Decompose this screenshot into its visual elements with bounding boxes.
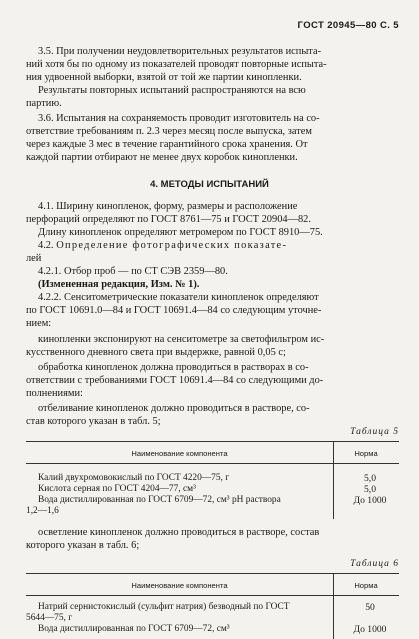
text-line: которого указан в табл. 6; [26,540,140,551]
text-line: 4.2.1. Отбор проб — по СТ СЭВ 2359—80. [38,266,228,277]
table-cell: Вода дистиллированная по ГОСТ 6709—72, см³ рН раствора [38,495,281,505]
text-line: через каждые 3 мес в течение гарантийного срока хранения. От [26,139,308,150]
text-line: ответствии с требованиями ГОСТ 10691.4—84 со следующими до- [26,375,324,386]
table-cell: 5,0 [364,473,376,484]
text-line: каждой партии отбирают не менее двух коробок кинопленки. [26,152,298,163]
table-rule [26,441,399,442]
table-divider [333,463,334,519]
text-line: ний хотя бы по одному из показателей проводят повторные испыта- [26,59,327,70]
table-caption: Таблица 5 [350,427,399,437]
text-line: 4.2. Определение фотографических показате- [38,240,288,251]
text-line: 3.6. Испытания на сохраняемость проводит изготовитель на со- [38,113,320,124]
column-header: Норма [354,581,378,590]
column-header: Наименование компонента [131,449,228,458]
text-line: кинопленки экспонируют на сенситометре за светофильтром ис- [38,334,325,345]
table-rule [26,463,399,464]
table-rule [26,573,399,574]
text-line: 4.1. Ширину кинопленок, форму, размеры и расположение [38,201,298,212]
text-line: кусственного дневного света при выдержке, равной 0,05 с; [26,347,286,358]
text-line: перфораций определяют по ГОСТ 8761—75 и ГОСТ 20904—82. [26,214,311,225]
amendment-note: (Измененная редакция, Изм. № 1). [38,279,200,290]
table-cell: 5644—75, г [26,613,73,623]
text-line: партию. [26,98,62,109]
text-line: став которого указан в табл. 5; [26,416,161,427]
section-title: 4. МЕТОДЫ ИСПЫТАНИЙ [150,179,269,190]
table-cell: Вода дистиллированная по ГОСТ 6709—72, см³ [38,624,230,634]
table-cell: До 1000 [353,624,387,635]
table-cell: До 1000 [353,495,387,506]
text-line: полнениями: [26,388,83,399]
table-cell: Кислота серная по ГОСТ 4204—77, см³ [38,484,196,494]
text-line: ния удвоенной выборки, взятой от той же партии кинопленки. [26,72,302,83]
column-header: Наименование компонента [131,581,228,590]
table-caption: Таблица 6 [350,559,399,569]
text-line: 4.2.2. Сенситометрические показатели кинопленок определяют [38,292,319,303]
text-line: обработка кинопленок должна проводиться в растворах в со- [38,362,309,373]
table-cell: 1,2—1,6 [26,506,59,516]
text-line: осветление кинопленок должно проводиться в растворе, состав [38,527,320,538]
table-cell: 50 [365,602,375,613]
table-cell: Натрий сернистокислый (сульфит натрия) безводный по ГОСТ [38,602,290,612]
table-rule [26,595,399,596]
table-cell: Калий двухромовокислый по ГОСТ 4220—75, г [38,473,230,483]
text-line: Длину кинопленок определяют метромером по ГОСТ 8910—75. [38,227,323,238]
text-line: лей [26,253,42,264]
table-cell: 5,0 [364,484,376,495]
text-line: 3.5. При получении неудовлетворительных результатов испыта- [38,46,322,57]
text-line: ответствие требованиям п. 2.3 через месяц после выпуска, затем [26,126,312,137]
page-header: ГОСТ 20945—80 С. 5 [297,20,399,31]
text-line: отбеливание кинопленок должно проводиться в растворе, со- [38,403,310,414]
text-line: нием: [26,318,52,329]
text-line: по ГОСТ 10691.0—84 и ГОСТ 10691.4—84 со следующим уточне- [26,305,322,316]
column-header: Норма [354,449,378,458]
text-line: Результаты повторных испытаний распространяются на всю [38,85,306,96]
